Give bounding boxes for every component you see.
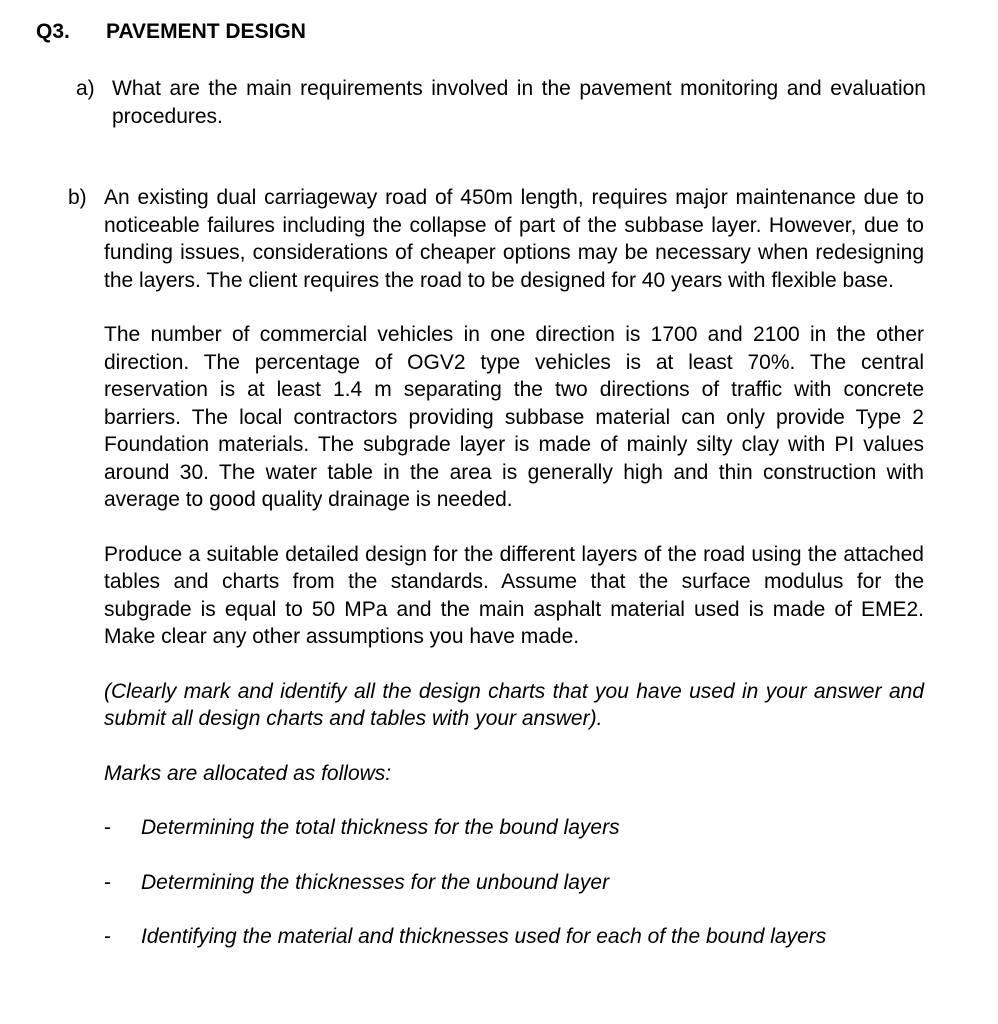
bullet-dash: - (104, 925, 111, 948)
part-b-paragraph-3: Produce a suitable detailed design for the different layers of the road using the attached tables and charts from the standards. Assume that the surface modulus for the subgrade is equal to 50 MPa and the main asphalt material used is made of EME2. Make clear any other assumptions you have made. (104, 542, 924, 648)
part-b (68, 184, 924, 978)
part-a (76, 75, 926, 130)
marks-item-text: Determining the total thickness for the bound layers (141, 816, 620, 839)
bullet-dash: - (104, 870, 111, 894)
part-b-instruction: (Clearly mark and identify all the design charts that you have used in your answer and submit all design charts and tables with your answer). (104, 679, 924, 730)
part-b-label: b) (68, 186, 87, 209)
question-heading (36, 20, 306, 44)
part-a-text: What are the main requirements involved in the pavement monitoring and evaluation procedures. (112, 77, 926, 128)
bullet-dash: - (104, 816, 111, 839)
marks-item-text: Determining the thicknesses for the unbound layer (141, 870, 610, 894)
question-number: Q3. (36, 20, 70, 43)
marks-item (104, 814, 924, 842)
marks-item (104, 869, 924, 897)
part-b-body (104, 184, 924, 951)
marks-intro: Marks are allocated as follows: (104, 761, 392, 785)
marks-list (104, 814, 924, 951)
marks-item (104, 923, 924, 951)
part-a-label: a) (76, 77, 95, 100)
part-b-paragraph-1: An existing dual carriageway road of 450m length, requires major maintenance due to noticeable failures including the collapse of part of the subbase layer. However, due to funding issues, considerations of cheaper options may be necessary when redesigning the layers. The client requires the road to be designed for 40 years with flexible base. (104, 186, 924, 292)
question-title: PAVEMENT DESIGN (106, 20, 306, 43)
marks-item-text: Identifying the material and thicknesses used for each of the bound layers (141, 925, 827, 948)
part-b-paragraph-2: The number of commercial vehicles in one direction is 1700 and 2100 in the other direction. The percentage of OGV2 type vehicles is at least 70%. The central reservation is at least 1.4 m separating the two directions of traffic with concrete barriers. The local contractors providing subbase material can only provide Type 2 Foundation materials. The subgrade layer is made of mainly silty clay with PI values around 30. The water table in the area is generally high and thin construction with average to good quality drainage is needed. (104, 323, 924, 511)
